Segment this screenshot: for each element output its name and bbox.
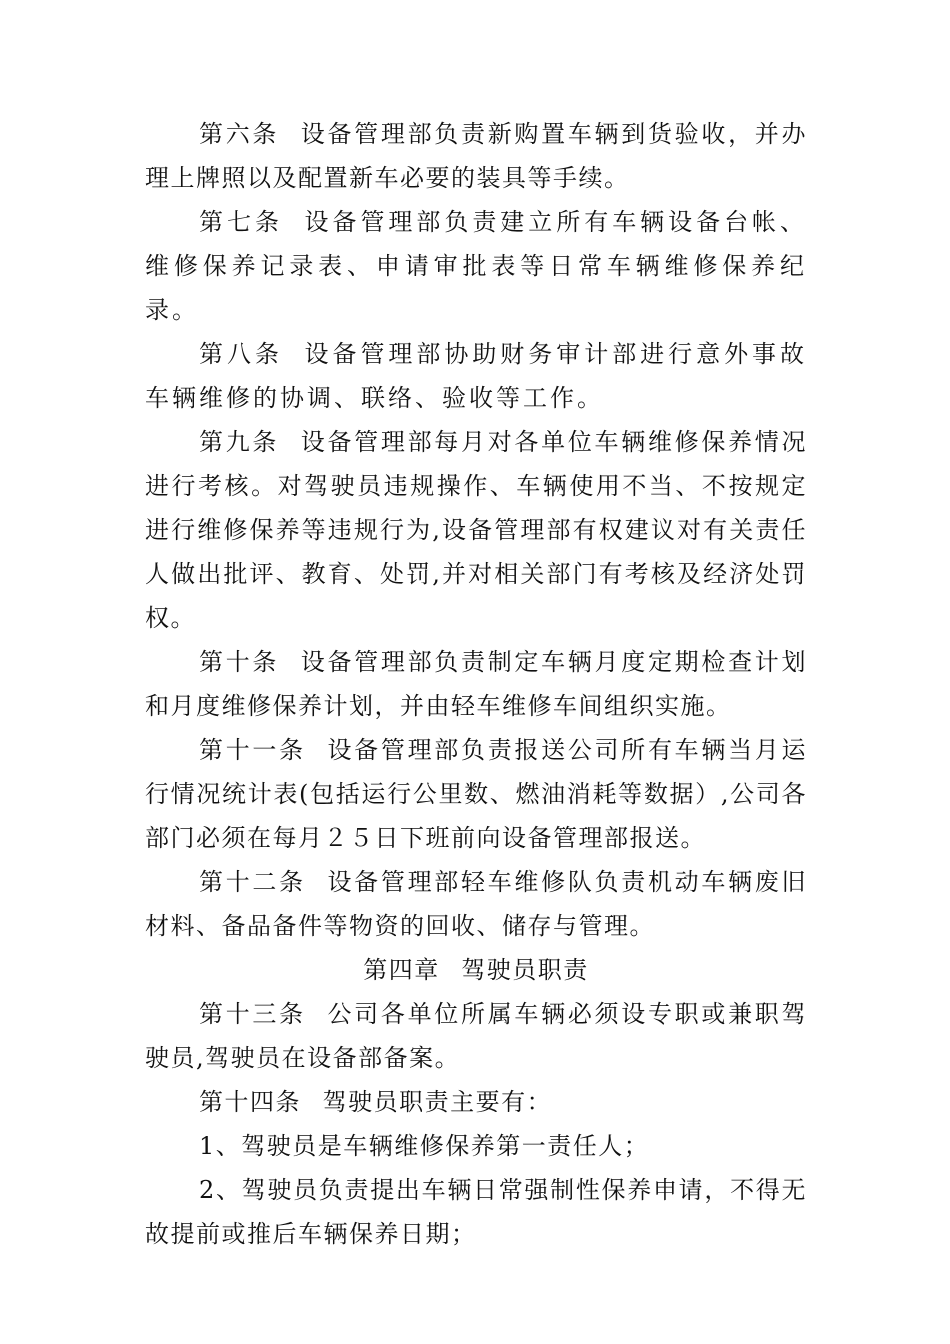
article-text: 设备管理部负责建立所有车辆设备台帐、维修保养记录表、申请审批表等日常车辆维修保养纪录。 xyxy=(145,208,808,324)
article-11 xyxy=(145,728,807,860)
article-text: 设备管理部负责制定车辆月度定期检查计划和月度维修保养计划，并由轻车维修车间组织实施。 xyxy=(145,648,808,720)
article-text: 公司各单位所属车辆必须设专职或兼职驾驶员,驾驶员在设备部备案。 xyxy=(145,1000,808,1072)
article-label: 第十条 xyxy=(199,648,280,676)
article-text: 设备管理部每月对各单位车辆维修保养情况进行考核。对驾驶员违规操作、车辆使用不当、不按规定进行维修保养等违规行为,设备管理部有权建议对有关责任人做出批评、教育、处罚,并对相关部门有考核及经济处罚权。 xyxy=(145,428,808,632)
article-label: 第十二条 xyxy=(199,868,306,896)
article-label: 第九条 xyxy=(199,428,280,456)
article-12 xyxy=(145,860,807,948)
chapter-label: 第四章 xyxy=(363,956,440,984)
article-label: 第八条 xyxy=(199,340,283,368)
article-13 xyxy=(145,992,807,1080)
article-8 xyxy=(145,332,807,420)
article-text: 设备管理部负责新购置车辆到货验收，并办理上牌照以及配置新车必要的装具等手续。 xyxy=(145,120,808,192)
document-page xyxy=(145,112,807,1256)
article-label: 第十一条 xyxy=(199,736,306,764)
article-7 xyxy=(145,200,807,332)
article-text: 设备管理部轻车维修队负责机动车辆废旧材料、备品备件等物资的回收、储存与管理。 xyxy=(145,868,808,940)
article-label: 第十三条 xyxy=(199,1000,306,1028)
article-label: 第六条 xyxy=(199,120,280,148)
article-text: 驾驶员职责主要有： xyxy=(322,1088,553,1116)
chapter-heading xyxy=(145,948,807,992)
list-item: 1、驾驶员是车辆维修保养第一责任人； xyxy=(199,1132,650,1160)
list-item: 2、驾驶员负责提出车辆日常强制性保养申请，不得无故提前或推后车辆保养日期； xyxy=(145,1176,807,1248)
article-10 xyxy=(145,640,807,728)
article-label: 第十四条 xyxy=(199,1088,301,1116)
article-9 xyxy=(145,420,807,640)
article-text: 设备管理部协助财务审计部进行意外事故车辆维修的协调、联络、验收等工作。 xyxy=(145,340,808,412)
chapter-title: 驾驶员职责 xyxy=(461,956,589,984)
article-label: 第七条 xyxy=(199,208,283,236)
article-text: 设备管理部负责报送公司所有车辆当月运行情况统计表(包括运行公里数、燃油消耗等数据）,公司各部门必须在每月２５日下班前向设备管理部报送。 xyxy=(145,736,808,852)
article-6 xyxy=(145,112,807,200)
article-14 xyxy=(145,1080,807,1124)
